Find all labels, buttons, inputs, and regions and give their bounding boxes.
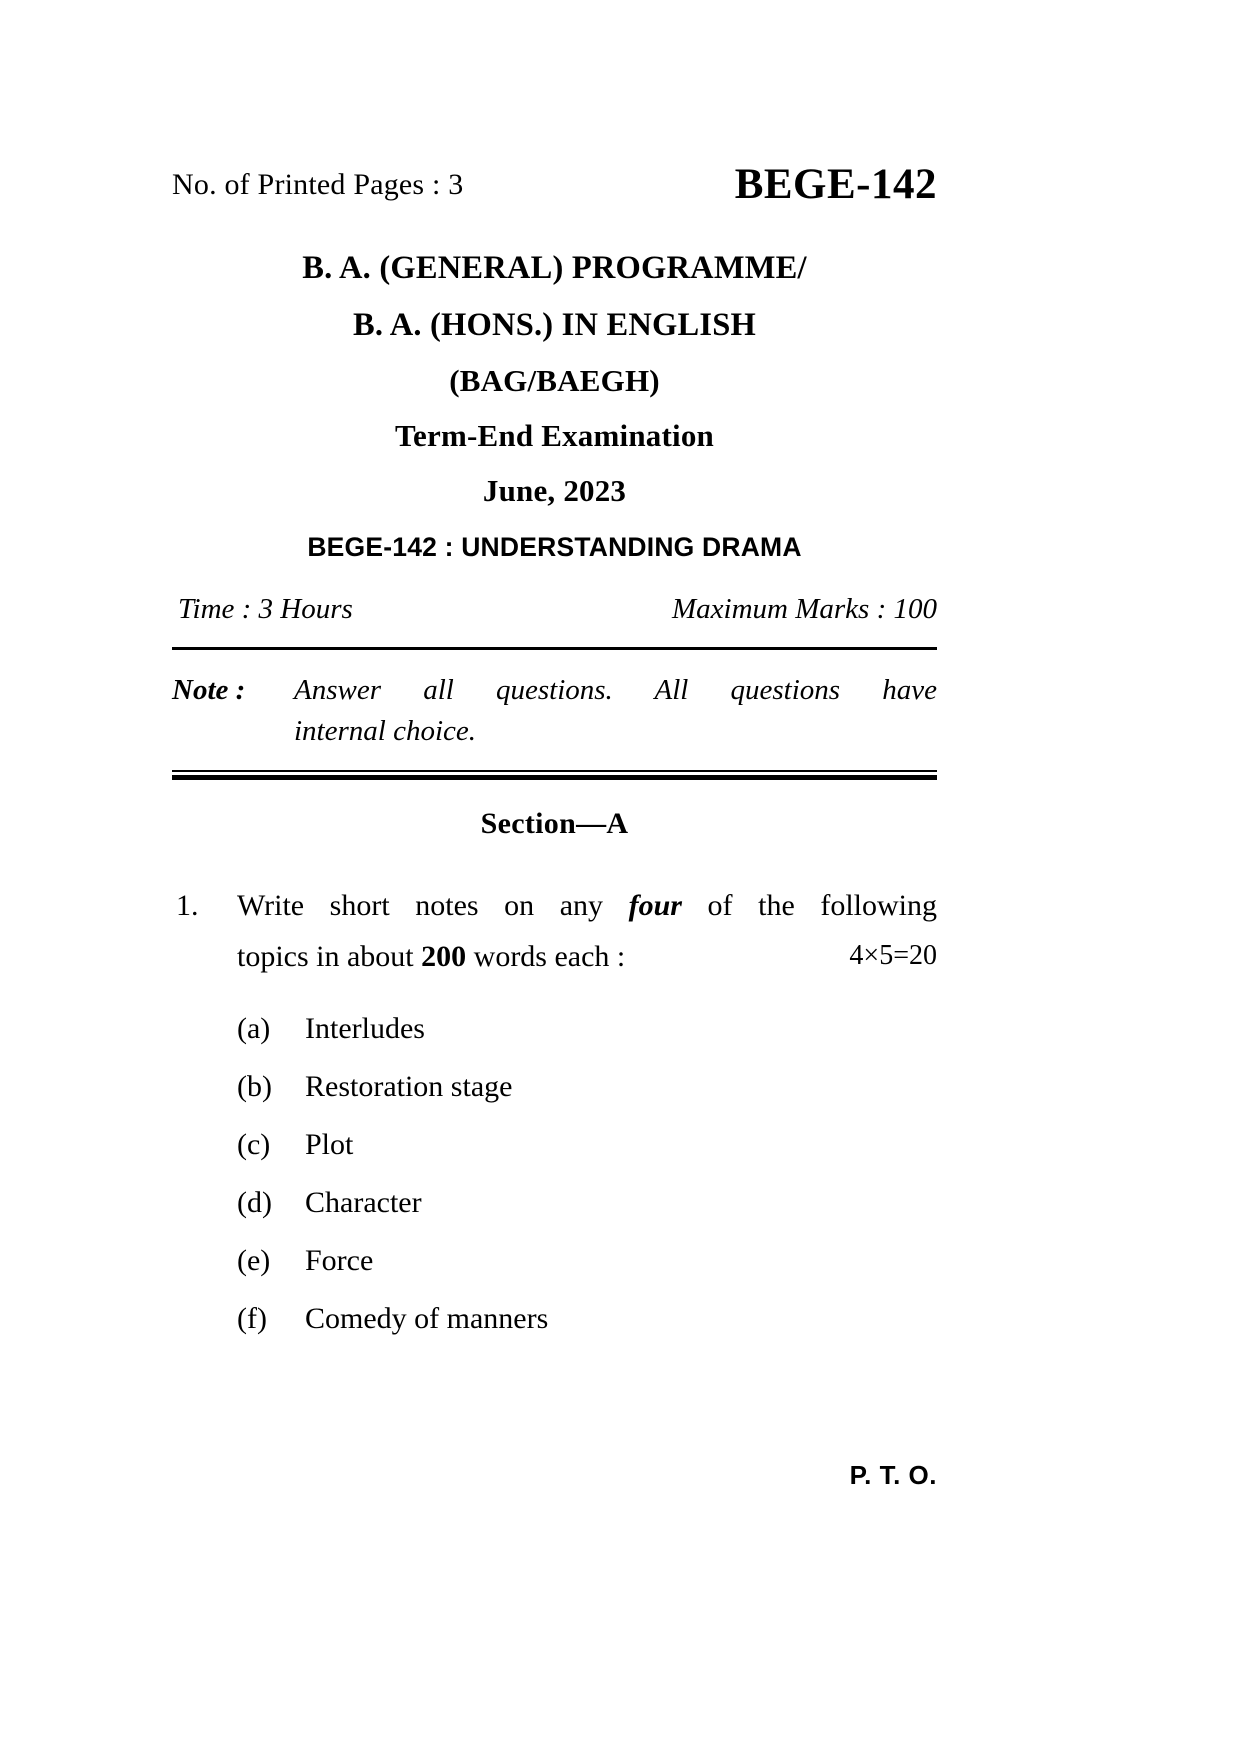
exam-info-row bbox=[172, 593, 937, 633]
question-1-emphasis-wordcount: 200 bbox=[421, 939, 467, 973]
question-1-text-line-1 bbox=[237, 881, 937, 931]
list-item bbox=[237, 1058, 937, 1116]
exam-duration: Time : 3 Hours bbox=[178, 593, 353, 625]
option-text: Plot bbox=[305, 1128, 354, 1162]
note-body bbox=[294, 670, 937, 752]
subject-title: BEGE-142 : UNDERSTANDING DRAMA bbox=[307, 532, 802, 562]
question-1-options bbox=[237, 1000, 937, 1348]
list-item bbox=[237, 1000, 937, 1058]
rule-thin bbox=[172, 770, 937, 772]
examination-type-line: Term-End Examination bbox=[395, 418, 714, 453]
list-item bbox=[237, 1116, 937, 1174]
question-1-body bbox=[237, 881, 937, 982]
programme-code-line: (BAG/BAEGH) bbox=[449, 363, 660, 398]
option-label: (a) bbox=[237, 1012, 271, 1046]
printed-pages-label: No. of Printed Pages : 3 bbox=[172, 168, 464, 201]
question-1-text-line-2 bbox=[237, 932, 937, 982]
title-block bbox=[172, 252, 937, 563]
programme-title-line-1: B. A. (GENERAL) PROGRAMME/ bbox=[302, 250, 807, 286]
question-1-emphasis-four: four bbox=[628, 889, 682, 923]
question-1-number: 1. bbox=[176, 889, 199, 923]
option-label: (e) bbox=[237, 1244, 271, 1278]
list-item bbox=[237, 1290, 937, 1348]
note-line-1: Answer all questions. All questions have bbox=[294, 674, 937, 706]
note-block bbox=[172, 670, 937, 752]
option-label: (f) bbox=[237, 1302, 267, 1336]
question-1 bbox=[172, 881, 937, 982]
course-code: BEGE-142 bbox=[734, 161, 937, 208]
page-turn-over-label: P. T. O. bbox=[849, 1460, 937, 1490]
list-item bbox=[237, 1174, 937, 1232]
question-1-text-part-1: Write short notes on any bbox=[237, 889, 629, 923]
horizontal-rule-double bbox=[172, 770, 937, 779]
option-label: (b) bbox=[237, 1070, 272, 1104]
option-text: Comedy of manners bbox=[305, 1302, 549, 1336]
exam-maximum-marks: Maximum Marks : 100 bbox=[672, 593, 937, 625]
question-1-marks: 4×5=20 bbox=[849, 939, 937, 971]
option-label: (d) bbox=[237, 1186, 272, 1220]
option-text: Restoration stage bbox=[305, 1070, 513, 1104]
question-1-text-part-2: of the following bbox=[681, 889, 937, 923]
list-item bbox=[237, 1232, 937, 1290]
question-1-text-part-4: words each : bbox=[466, 939, 626, 973]
option-text: Interludes bbox=[305, 1012, 425, 1046]
question-1-text-part-3: topics in about bbox=[237, 939, 422, 973]
option-text: Character bbox=[305, 1186, 422, 1220]
page-content bbox=[172, 0, 937, 1490]
examination-session-line: June, 2023 bbox=[482, 473, 627, 508]
option-text: Force bbox=[305, 1244, 374, 1278]
section-a-heading: Section—A bbox=[480, 807, 629, 841]
rule-thick bbox=[172, 775, 937, 780]
option-label: (c) bbox=[237, 1128, 271, 1162]
note-line-2: internal choice. bbox=[294, 715, 477, 748]
programme-title-line-2: B. A. (HONS.) IN ENGLISH bbox=[352, 306, 756, 343]
page-header bbox=[172, 160, 937, 230]
horizontal-rule-top bbox=[172, 647, 937, 650]
note-label: Note : bbox=[172, 674, 246, 706]
